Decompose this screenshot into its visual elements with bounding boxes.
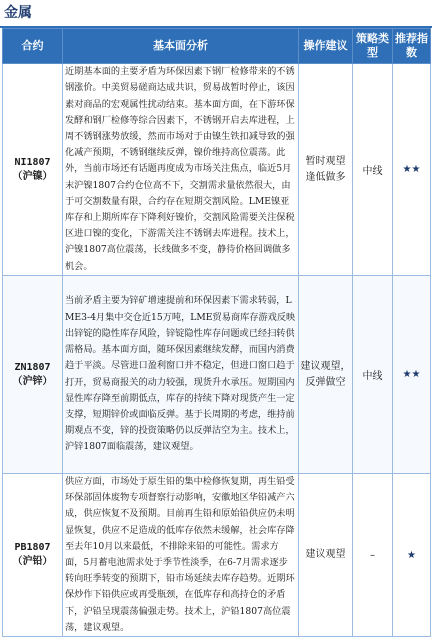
table-row <box>3 64 431 276</box>
section-title: 金属 <box>0 0 432 28</box>
strategy-type-cell: 中线 <box>353 276 393 474</box>
metals-table <box>2 28 431 637</box>
recommend-stars: ★ <box>393 474 431 637</box>
suggestion-text: 建议观望， 反弹做空 <box>300 360 351 388</box>
strategy-type-cell: – <box>353 474 393 637</box>
contract-cell <box>3 276 63 474</box>
recommend-stars: ★★ <box>393 276 431 474</box>
contract-cell <box>3 474 63 637</box>
recommend-stars: ★★ <box>393 64 431 276</box>
strategy-type-cell: 中线 <box>353 64 393 276</box>
suggestion-cell <box>299 64 353 276</box>
contract-code: NI1807 <box>14 156 51 168</box>
analysis-cell: 当前矛盾主要为锌矿增速提前和环保因素下需求转弱，LME3-4月集中交仓近15万吨，LME贸易商库存游戏反映出锌锭的隐性库存风险，锌锭隐性库存问题或已经扫转供需格局。基本面方面，随环保因素继续发酵，而国内消费趋于平淡。尽管进口盈利窗口并不稳定，但进口窗口趋于打开，贸易商报关的动力较强，现货升水承压。短期国内显性库存降至前期低点，库存的持续下降对现货产生一定支撑，短期锌价或面临反弹。基于长周期的考虑，维持前期观点不变，锌的投资策略仍以反弹沽空为主。技术上，沪锌1807面临震荡，建议观望。 <box>63 276 299 474</box>
header-suggestion: 操作建议 <box>299 29 353 64</box>
contract-name: （沪锌） <box>12 375 53 387</box>
header-contract: 合约 <box>3 29 63 64</box>
contract-code: ZN1807 <box>14 361 51 373</box>
analysis-cell: 供应方面，市场处于原生铅的集中检修恢复期，再生铅受环保部固体废物专项督察行动影响，安徽地区华铅减产六成，供应恢复不及预期。目前再生铅和原始铅供应仍未明显恢复，供应不足造成的低库存依然未缓解，社会库存降至去年10月以来最低，不排除来铅的可能性。需求方面，5月蓄电池需求处于季节性淡季，在6-7月需求逐步转向旺季转变的预期下，铅市场延续去库存趋势。近期环保炒作下铅供应或再受瓶颈，在低库存和高持仓的矛盾下，沪铅呈现震荡偏强走势。技术上，沪铅1807高位震荡，建议观望。 <box>63 474 299 637</box>
table-row <box>3 276 431 474</box>
suggestion-cell <box>299 276 353 474</box>
header-recommend-index: 推荐指数 <box>393 29 431 64</box>
table-header-row <box>3 29 431 64</box>
suggestion-text: 建议观望 <box>305 549 346 561</box>
table-row <box>3 474 431 637</box>
contract-name: （沪镍） <box>12 170 53 182</box>
suggestion-text: 暂时观望 逢低做多 <box>305 155 346 183</box>
header-analysis: 基本面分析 <box>63 29 299 64</box>
contract-code: PB1807 <box>14 542 51 554</box>
analysis-cell: 近期基本面的主要矛盾为环保因素下钢厂检修带来的不锈钢涨价。中美贸易磋商达成共识，贸易战暂时停止，该因素对商品的宏观属性扰动结束。基本面方面，在下游环保发酵和钢厂检修等综合因素下，不锈钢开启去库进程，上周不锈钢涨势放缓，然而市场对于由镍生铁扣减导致的强化减产预期，不锈钢继续反弹，镍价维持高位震荡。此外，当前市场还有话题再度成为市场关注焦点，临近5月末沪镍1807合约仓位高不下，交割需求量依然很大，由于可交割数量有限，合约存在短期交割风险。LME镍亚库存和上期所库存下降利好镍价，交割风险需要关注保税区进口镍的变化，下游需关注不锈钢去库进程。技术上，沪镍1807高位震荡，长线做多不变，静待价格回调做多机会。 <box>63 64 299 276</box>
contract-name: （沪铅） <box>12 556 53 568</box>
header-strategy-type: 策略类型 <box>353 29 393 64</box>
suggestion-cell <box>299 474 353 637</box>
contract-cell <box>3 64 63 276</box>
